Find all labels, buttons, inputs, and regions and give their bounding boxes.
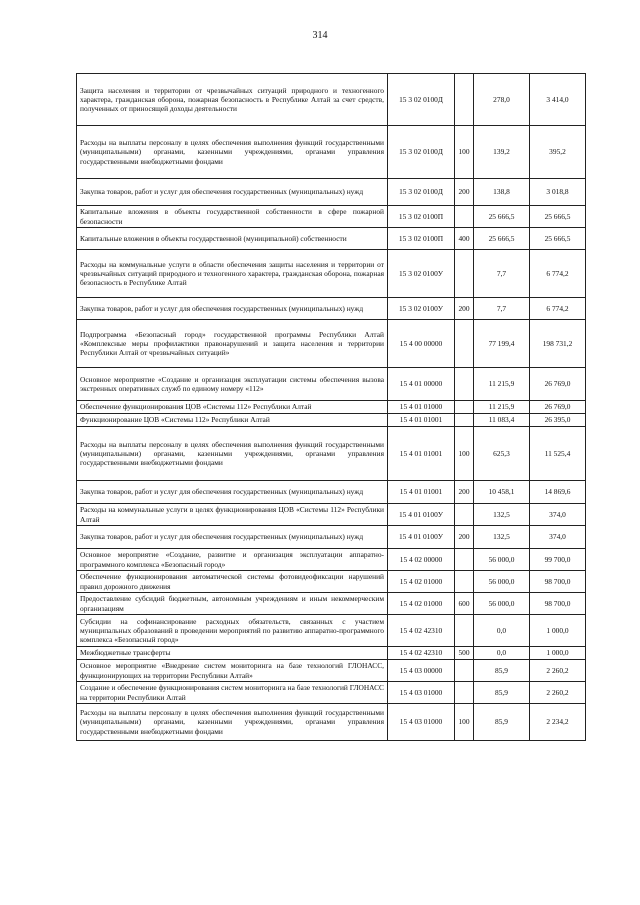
row-expense-type (455, 206, 474, 228)
row-code: 15 4 01 01001 (388, 414, 455, 427)
row-expense-type (455, 549, 474, 571)
row-name: Предоставление субсидий бюджетным, автономным учреждениям и иным некоммерческим организациям (77, 593, 388, 615)
row-code: 15 4 01 01000 (388, 401, 455, 414)
row-amount-1: 25 666,5 (474, 228, 530, 250)
row-amount-2: 1 000,0 (530, 647, 586, 660)
row-code: 15 4 02 01000 (388, 593, 455, 615)
row-expense-type (455, 414, 474, 427)
row-amount-1: 11 215,9 (474, 368, 530, 401)
row-expense-type (455, 74, 474, 126)
row-amount-2: 98 700,0 (530, 593, 586, 615)
table-row (77, 647, 586, 660)
row-amount-1: 278,0 (474, 74, 530, 126)
row-amount-2: 11 525,4 (530, 427, 586, 481)
row-name: Расходы на коммунальные услуги в области обеспечения защиты населения и территории от чрезвычайных ситуаций природного и техногенного характера, гражданская оборона, пожарная безопасность в Республике Алтай (77, 250, 388, 298)
row-expense-type (455, 504, 474, 526)
table-row (77, 593, 586, 615)
row-code: 15 4 01 01001 (388, 427, 455, 481)
row-expense-type (455, 571, 474, 593)
row-code: 15 3 02 0100Д (388, 74, 455, 126)
row-code: 15 4 02 01000 (388, 571, 455, 593)
row-amount-2: 395,2 (530, 126, 586, 179)
row-amount-2: 98 700,0 (530, 571, 586, 593)
row-expense-type (455, 615, 474, 647)
row-expense-type (455, 401, 474, 414)
table-row (77, 320, 586, 368)
row-code: 15 3 02 0100П (388, 228, 455, 250)
row-code: 15 3 02 0100П (388, 206, 455, 228)
row-code: 15 4 01 00000 (388, 368, 455, 401)
row-amount-2: 2 260,2 (530, 660, 586, 682)
row-expense-type (455, 320, 474, 368)
row-amount-1: 85,9 (474, 704, 530, 741)
row-amount-1: 85,9 (474, 660, 530, 682)
row-amount-1: 132,5 (474, 526, 530, 549)
row-amount-2: 2 234,2 (530, 704, 586, 741)
row-name: Закупка товаров, работ и услуг для обеспечения государственных (муниципальных) нужд (77, 526, 388, 549)
row-amount-2: 26 769,0 (530, 401, 586, 414)
table-row (77, 615, 586, 647)
table-row (77, 571, 586, 593)
row-expense-type: 200 (455, 526, 474, 549)
table-row (77, 401, 586, 414)
row-amount-1: 0,0 (474, 615, 530, 647)
row-code: 15 4 01 01001 (388, 481, 455, 504)
table-row (77, 414, 586, 427)
budget-table-body (77, 74, 586, 741)
row-amount-2: 198 731,2 (530, 320, 586, 368)
table-row (77, 206, 586, 228)
table-row (77, 298, 586, 320)
row-amount-1: 0,0 (474, 647, 530, 660)
row-amount-1: 7,7 (474, 250, 530, 298)
row-code: 15 3 02 0100У (388, 298, 455, 320)
row-code: 15 4 02 00000 (388, 549, 455, 571)
table-row (77, 126, 586, 179)
row-expense-type: 100 (455, 427, 474, 481)
row-amount-1: 56 000,0 (474, 593, 530, 615)
row-code: 15 4 02 42310 (388, 647, 455, 660)
row-amount-2: 26 395,0 (530, 414, 586, 427)
row-amount-1: 11 215,9 (474, 401, 530, 414)
row-name: Основное мероприятие «Создание, развитие и организация эксплуатации аппаратно-программного комплекса «Безопасный город» (77, 549, 388, 571)
row-expense-type: 100 (455, 704, 474, 741)
table-row (77, 682, 586, 704)
row-amount-2: 99 700,0 (530, 549, 586, 571)
budget-table (76, 73, 586, 741)
row-amount-1: 7,7 (474, 298, 530, 320)
row-amount-2: 374,0 (530, 504, 586, 526)
row-amount-1: 85,9 (474, 682, 530, 704)
row-code: 15 3 02 0100Д (388, 126, 455, 179)
row-code: 15 3 02 0100У (388, 250, 455, 298)
row-code: 15 4 03 01000 (388, 704, 455, 741)
row-expense-type (455, 682, 474, 704)
row-name: Субсидии на софинансирование расходных обязательств, связанных с участием муниципальных образований в проведении мероприятий по развитию аппаратно-программного комплекса «Безопасный город» (77, 615, 388, 647)
row-name: Подпрограмма «Безопасный город» государственной программы Республики Алтай «Комплексные меры профилактики правонарушений и защита населения и территории Республики Алтай от чрезвычайных ситуаций» (77, 320, 388, 368)
row-amount-2: 26 769,0 (530, 368, 586, 401)
table-row (77, 228, 586, 250)
table-row (77, 368, 586, 401)
row-name: Функционирование ЦОВ «Системы 112» Республики Алтай (77, 414, 388, 427)
row-expense-type: 400 (455, 228, 474, 250)
table-row (77, 549, 586, 571)
row-expense-type: 100 (455, 126, 474, 179)
row-amount-2: 3 414,0 (530, 74, 586, 126)
table-row (77, 179, 586, 206)
row-amount-2: 6 774,2 (530, 298, 586, 320)
row-expense-type: 200 (455, 481, 474, 504)
page-number: 314 (312, 30, 328, 41)
row-name: Защита населения и территории от чрезвычайных ситуаций природного и техногенного характера, гражданская оборона, пожарная безопасность в Республике Алтай за счет средств, полученных от приносящей доходы деятельности (77, 74, 388, 126)
row-amount-2: 14 869,6 (530, 481, 586, 504)
row-code: 15 4 01 0100У (388, 504, 455, 526)
row-name: Капитальные вложения в объекты государственной (муниципальной) собственности (77, 228, 388, 250)
row-amount-2: 3 018,8 (530, 179, 586, 206)
row-code: 15 4 03 00000 (388, 660, 455, 682)
table-row (77, 481, 586, 504)
row-code: 15 4 00 00000 (388, 320, 455, 368)
row-amount-1: 25 666,5 (474, 206, 530, 228)
row-expense-type: 200 (455, 298, 474, 320)
row-name: Расходы на выплаты персоналу в целях обеспечения выполнения функций государственными (муниципальными) органами, казенными учреждениями, органами управления государственными внебюджетными фондами (77, 126, 388, 179)
row-name: Расходы на коммунальные услуги в целях функционирования ЦОВ «Системы 112» Республики Алтай (77, 504, 388, 526)
table-row (77, 526, 586, 549)
row-name: Расходы на выплаты персоналу в целях обеспечения выполнения функций государственными (муниципальными) органами, казенными учреждениями, органами управления государственными внебюджетными фондами (77, 704, 388, 741)
row-amount-2: 1 000,0 (530, 615, 586, 647)
row-amount-1: 625,3 (474, 427, 530, 481)
row-amount-2: 374,0 (530, 526, 586, 549)
row-expense-type: 600 (455, 593, 474, 615)
table-row (77, 504, 586, 526)
table-row (77, 704, 586, 741)
table-row (77, 74, 586, 126)
row-amount-1: 56 000,0 (474, 571, 530, 593)
row-code: 15 4 02 42310 (388, 615, 455, 647)
row-code: 15 4 03 01000 (388, 682, 455, 704)
row-amount-2: 2 260,2 (530, 682, 586, 704)
row-amount-2: 25 666,5 (530, 228, 586, 250)
row-name: Основное мероприятие «Создание и организация эксплуатации системы обеспечения вызова экстренных оперативных служб по единому номеру «112» (77, 368, 388, 401)
row-name: Межбюджетные трансферты (77, 647, 388, 660)
row-code: 15 3 02 0100Д (388, 179, 455, 206)
row-name: Закупка товаров, работ и услуг для обеспечения государственных (муниципальных) нужд (77, 298, 388, 320)
table-row (77, 427, 586, 481)
row-name: Обеспечение функционирования автоматической системы фотовидеофиксации нарушений правил дорожного движения (77, 571, 388, 593)
row-amount-1: 11 083,4 (474, 414, 530, 427)
row-name: Создание и обеспечение функционирования систем мониторинга на базе технологий ГЛОНАСС на территории Республики Алтай (77, 682, 388, 704)
row-amount-2: 6 774,2 (530, 250, 586, 298)
row-expense-type: 500 (455, 647, 474, 660)
row-expense-type (455, 368, 474, 401)
row-name: Обеспечение функционирования ЦОВ «Системы 112» Республики Алтай (77, 401, 388, 414)
row-name: Капитальные вложения в объекты государственной собственности в сфере пожарной безопасности (77, 206, 388, 228)
row-amount-1: 139,2 (474, 126, 530, 179)
row-name: Закупка товаров, работ и услуг для обеспечения государственных (муниципальных) нужд (77, 179, 388, 206)
row-name: Закупка товаров, работ и услуг для обеспечения государственных (муниципальных) нужд (77, 481, 388, 504)
row-name: Основное мероприятие «Внедрение систем мониторинга на базе технологий ГЛОНАСС, функционирующих на территории Республики Алтай» (77, 660, 388, 682)
table-row (77, 250, 586, 298)
row-amount-1: 77 199,4 (474, 320, 530, 368)
row-amount-1: 138,8 (474, 179, 530, 206)
row-amount-1: 56 000,0 (474, 549, 530, 571)
row-amount-1: 132,5 (474, 504, 530, 526)
row-amount-2: 25 666,5 (530, 206, 586, 228)
table-row (77, 660, 586, 682)
row-name: Расходы на выплаты персоналу в целях обеспечения выполнения функций государственными (муниципальными) органами, казенными учреждениями, органами управления государственными внебюджетными фондами (77, 427, 388, 481)
row-expense-type: 200 (455, 179, 474, 206)
row-expense-type (455, 250, 474, 298)
row-expense-type (455, 660, 474, 682)
row-amount-1: 10 458,1 (474, 481, 530, 504)
row-code: 15 4 01 0100У (388, 526, 455, 549)
